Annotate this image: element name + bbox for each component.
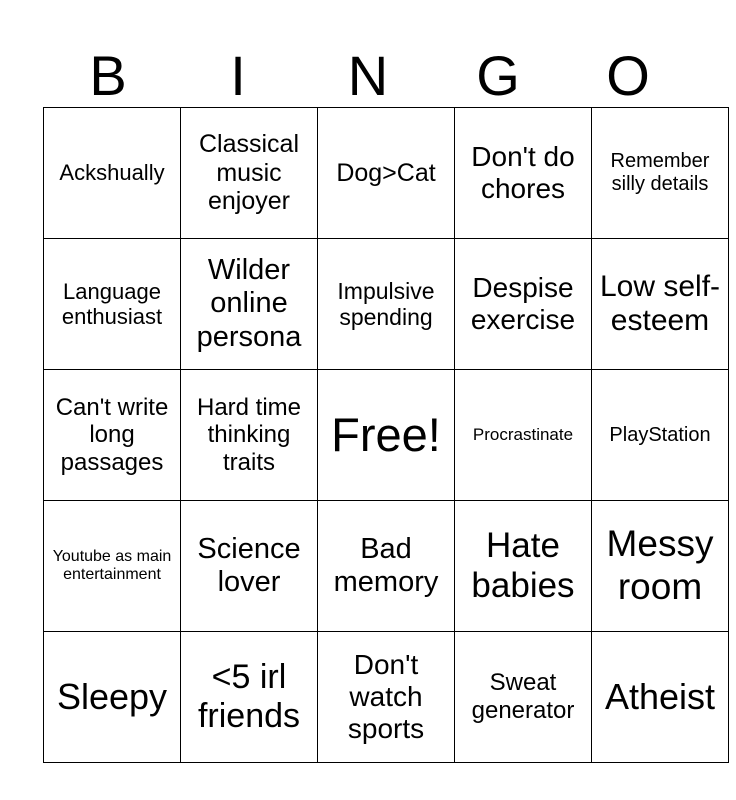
bingo-cell[interactable]: <5 irl friends [181,632,318,763]
bingo-cell[interactable]: Youtube as main entertainment [44,501,181,632]
bingo-cell[interactable]: Impulsive spending [318,239,455,370]
bingo-cell[interactable]: PlayStation [592,370,729,501]
bingo-cell[interactable]: Ackshually [44,108,181,239]
free-space-cell[interactable]: Free! [318,370,455,501]
bingo-cell[interactable]: Wilder online persona [181,239,318,370]
bingo-cell[interactable]: Can't write long passages [44,370,181,501]
header-letter-i: I [230,44,246,107]
board-row [44,370,729,501]
bingo-cell[interactable]: Low self-esteem [592,239,729,370]
bingo-cell[interactable]: Sweat generator [455,632,592,763]
header-letter-b: B [89,44,127,107]
bingo-board [43,107,729,763]
bingo-cell[interactable]: Messy room [592,501,729,632]
bingo-cell[interactable]: Classical music enjoyer [181,108,318,239]
bingo-cell[interactable]: Atheist [592,632,729,763]
board-row [44,632,729,763]
header-letter-g: G [476,44,520,107]
bingo-cell[interactable]: Don't do chores [455,108,592,239]
bingo-cell[interactable]: Bad memory [318,501,455,632]
bingo-cell[interactable]: Science lover [181,501,318,632]
bingo-cell[interactable]: Procrastinate [455,370,592,501]
board-row [44,239,729,370]
bingo-header [43,44,693,108]
header-letter-o: O [606,44,650,107]
bingo-cell[interactable]: Dog>Cat [318,108,455,239]
bingo-cell[interactable]: Hard time thinking traits [181,370,318,501]
board-row [44,108,729,239]
bingo-cell[interactable]: Remember silly details [592,108,729,239]
bingo-cell[interactable]: Hate babies [455,501,592,632]
bingo-cell[interactable]: Don't watch sports [318,632,455,763]
bingo-cell[interactable]: Despise exercise [455,239,592,370]
bingo-cell[interactable]: Sleepy [44,632,181,763]
bingo-cell[interactable]: Language enthusiast [44,239,181,370]
board-row [44,501,729,632]
header-letter-n: N [347,44,389,107]
